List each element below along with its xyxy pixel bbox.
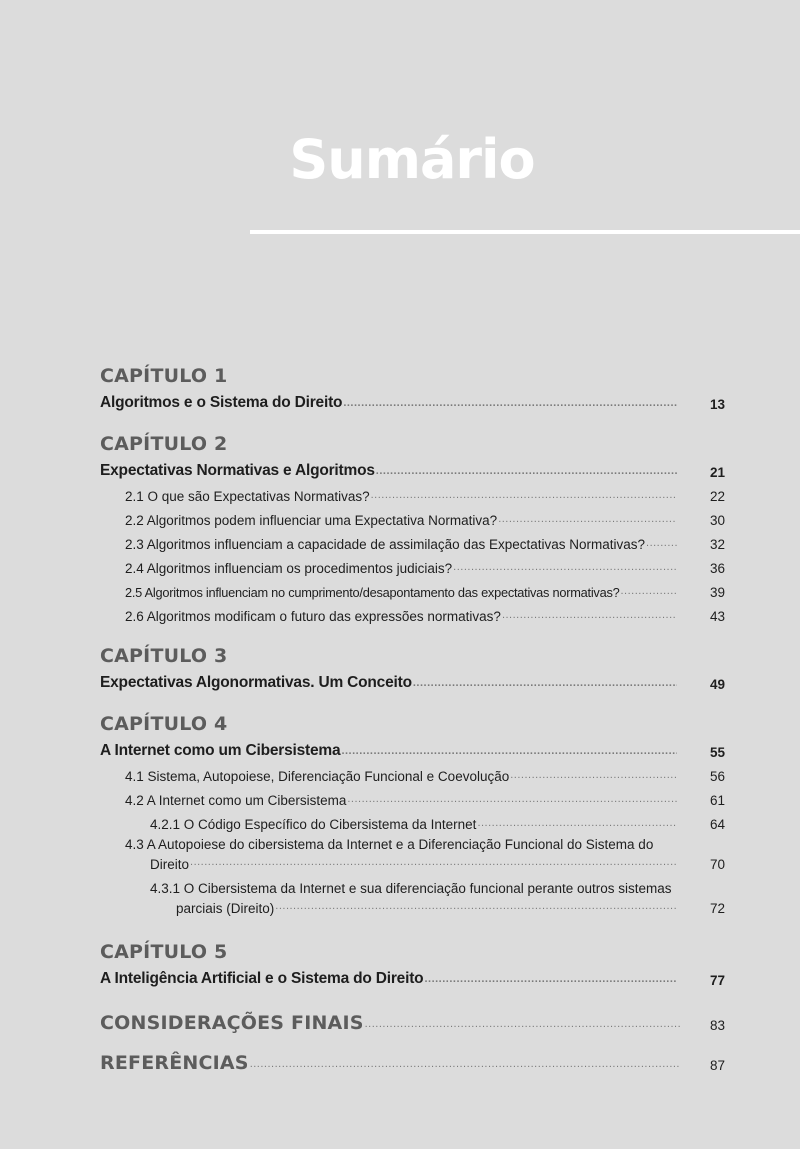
page-number: 13 bbox=[709, 397, 725, 412]
chapter-1-title: Algoritmos e o Sistema do Direito bbox=[100, 394, 343, 411]
page-number: 32 bbox=[709, 537, 725, 552]
page-number: 64 bbox=[709, 817, 725, 832]
page-number: 36 bbox=[709, 561, 725, 576]
toc-entry-referencias[interactable] bbox=[100, 1048, 725, 1074]
toc-entry-section-2-6[interactable] bbox=[100, 600, 725, 624]
toc-entry-section-2-5[interactable] bbox=[100, 576, 725, 600]
toc-entry-chapter-3[interactable] bbox=[100, 668, 725, 692]
section-title: 4.2 A Internet como um Cibersistema bbox=[125, 793, 347, 808]
dot-leader bbox=[498, 513, 677, 525]
dot-leader bbox=[376, 465, 677, 477]
dot-leader bbox=[424, 973, 677, 985]
dot-leader bbox=[250, 1058, 680, 1070]
chapter-5-title: A Inteligência Artificial e o Sistema do Direito bbox=[100, 970, 424, 987]
toc-entry-section-2-3[interactable] bbox=[100, 528, 725, 552]
dot-leader bbox=[371, 489, 677, 501]
section-title: 4.1 Sistema, Autopoiese, Diferenciação Funcional e Coevolução bbox=[125, 769, 510, 784]
title-divider bbox=[250, 230, 800, 234]
section-title-line-1: 4.3.1 O Cibersistema da Internet e sua diferenciação funcional perante outros sistemas bbox=[150, 881, 672, 896]
page-number: 49 bbox=[709, 677, 725, 692]
section-title-line-2: Direito bbox=[150, 857, 190, 872]
chapter-2-title: Expectativas Normativas e Algoritmos bbox=[100, 462, 375, 479]
section-title: 2.1 O que são Expectativas Normativas? bbox=[125, 489, 370, 504]
dot-leader bbox=[275, 897, 677, 915]
page-number: 56 bbox=[709, 769, 725, 784]
dot-leader bbox=[620, 585, 677, 597]
page-number: 70 bbox=[709, 857, 725, 872]
dot-leader bbox=[347, 793, 677, 805]
section-title: 2.3 Algoritmos influenciam a capacidade de assimilação das Expectativas Normativas? bbox=[125, 537, 646, 552]
dot-leader bbox=[646, 537, 677, 549]
toc-entry-chapter-4[interactable] bbox=[100, 736, 725, 760]
toc-entry-section-2-2[interactable] bbox=[100, 504, 725, 528]
page-number: 77 bbox=[709, 973, 725, 988]
dot-leader bbox=[413, 677, 677, 689]
toc-entry-section-4-1[interactable] bbox=[100, 760, 725, 784]
chapter-3-title: Expectativas Algonormativas. Um Conceito bbox=[100, 674, 412, 691]
toc-entry-section-4-3[interactable] bbox=[100, 836, 725, 874]
dot-leader bbox=[477, 817, 677, 829]
page-number: 30 bbox=[709, 513, 725, 528]
dot-leader bbox=[510, 769, 677, 781]
section-title: 2.2 Algoritmos podem influenciar uma Expectativa Normativa? bbox=[125, 513, 498, 528]
page-number: 55 bbox=[709, 745, 725, 760]
chapter-5-label: CAPÍTULO 5 bbox=[100, 941, 228, 963]
page-number: 61 bbox=[709, 793, 725, 808]
section-title: 2.5 Algoritmos influenciam no cumprimento/desapontamento das expectativas normativas? bbox=[125, 585, 620, 600]
toc-entry-chapter-5[interactable] bbox=[100, 964, 725, 988]
toc-entry-section-2-4[interactable] bbox=[100, 552, 725, 576]
chapter-3-label: CAPÍTULO 3 bbox=[100, 645, 228, 667]
page-number: 39 bbox=[709, 585, 725, 600]
chapter-4-title: A Internet como um Cibersistema bbox=[100, 742, 341, 759]
dot-leader bbox=[341, 745, 677, 757]
dot-leader bbox=[343, 397, 677, 409]
toc-entry-section-4-2-1[interactable] bbox=[100, 808, 725, 832]
final-section-title: REFERÊNCIAS bbox=[100, 1052, 249, 1074]
dot-leader bbox=[453, 561, 677, 573]
chapter-2-label: CAPÍTULO 2 bbox=[100, 433, 228, 455]
section-title-line-2: parciais (Direito) bbox=[176, 901, 275, 916]
toc-entry-section-2-1[interactable] bbox=[100, 480, 725, 504]
toc-entry-chapter-2[interactable] bbox=[100, 456, 725, 480]
dot-leader bbox=[190, 853, 677, 871]
final-section-title: CONSIDERAÇÕES FINAIS bbox=[100, 1012, 364, 1034]
dot-leader bbox=[365, 1018, 680, 1030]
page-number: 72 bbox=[709, 901, 725, 916]
page-number: 21 bbox=[709, 465, 725, 480]
page-number: 22 bbox=[709, 489, 725, 504]
section-title-line-1: 4.3 A Autopoiese do cibersistema da Internet e a Diferenciação Funcional do Sistema do bbox=[125, 837, 654, 852]
page-number: 43 bbox=[709, 609, 725, 624]
chapter-1-label: CAPÍTULO 1 bbox=[100, 365, 228, 387]
section-title: 4.2.1 O Código Específico do Cibersistema da Internet bbox=[150, 817, 477, 832]
page-number: 87 bbox=[709, 1058, 725, 1073]
toc-entry-section-4-3-1[interactable] bbox=[100, 880, 725, 918]
page-title: Sumário bbox=[289, 128, 535, 191]
toc-entry-chapter-1[interactable] bbox=[100, 388, 725, 412]
table-of-contents bbox=[100, 364, 725, 1074]
page-number: 83 bbox=[709, 1018, 725, 1033]
chapter-4-label: CAPÍTULO 4 bbox=[100, 713, 228, 735]
dot-leader bbox=[502, 609, 677, 621]
section-title: 2.6 Algoritmos modificam o futuro das expressões normativas? bbox=[125, 609, 501, 624]
section-title: 2.4 Algoritmos influenciam os procedimentos judiciais? bbox=[125, 561, 453, 576]
toc-entry-section-4-2[interactable] bbox=[100, 784, 725, 808]
toc-entry-consideracoes-finais[interactable] bbox=[100, 1008, 725, 1034]
